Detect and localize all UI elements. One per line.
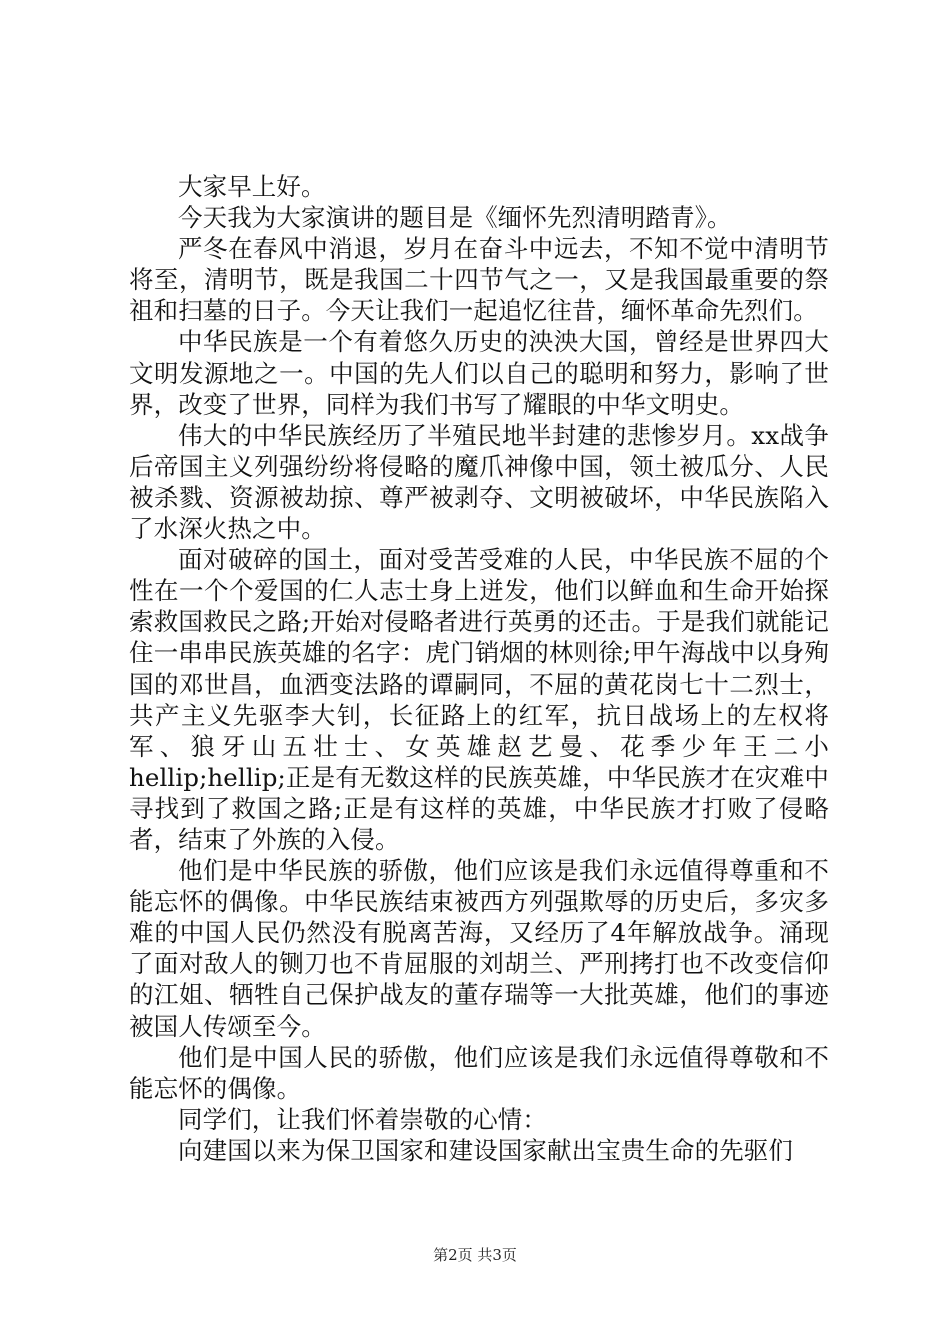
document-body — [129, 171, 829, 1166]
paragraph: 今天我为大家演讲的题目是《缅怀先烈清明踏青》。 — [178, 203, 732, 233]
paragraph: 向建国以来为保卫国家和建设国家献出宝贵生命的先驱们 — [178, 1135, 793, 1165]
paragraph: 同学们，让我们怀着崇敬的心情： — [178, 1104, 547, 1134]
paragraph: 他们是中国人民的骄傲，他们应该是我们永远值得尊敬和不能忘怀的偶像。 — [129, 1042, 829, 1103]
paragraph: 面对破碎的国土，面对受苦受难的人民，中华民族不屈的个性在一个个爱国的仁人志士身上迸发，他们以鲜血和生命开始探索救国救民之路;开始对侵略者进行英勇的还击。于是我们就能记住一串串民族英雄的名字：虎门销烟的林则徐;甲午海战中以身殉国的邓世昌，血洒变法路的谭嗣同，不屈的黄花岗七十二烈士，共产主义先驱李大钊，长征路上的红军，抗日战场上的左权将军、狼牙山五壮士、女英雄赵艺曼、花季少年王二小hellip;hellip;正是有无数这样的民族英雄，中华民族才在灾难中寻找到了救国之路;正是有这样的英雄，中华民族才打败了侵略者，结束了外族的入侵。 — [129, 545, 829, 854]
page-number-footer: 第2页 共3页 — [433, 1246, 517, 1264]
paragraph: 严冬在春风中消退，岁月在奋斗中远去，不知不觉中清明节将至，清明节，既是我国二十四节气之一，又是我国最重要的祭祖和扫墓的日子。今天让我们一起追忆往昔，缅怀革命先烈们。 — [129, 234, 829, 326]
paragraph: 伟大的中华民族经历了半殖民地半封建的悲惨岁月。xx战争后帝国主义列强纷纷将侵略的魔爪神像中国，领土被瓜分、人民被杀戮、资源被劫掠、尊严被剥夺、文明被破坏，中华民族陷入了水深火热之中。 — [129, 420, 829, 544]
paragraph: 大家早上好。 — [178, 172, 326, 201]
paragraph: 中华民族是一个有着悠久历史的泱泱大国，曾经是世界四大文明发源地之一。中国的先人们以自己的聪明和努力，影响了世界，改变了世界，同样为我们书写了耀眼的中华文明史。 — [129, 327, 829, 419]
paragraph: 他们是中华民族的骄傲，他们应该是我们永远值得尊重和不能忘怀的偶像。中华民族结束被西方列强欺辱的历史后，多灾多难的中国人民仍然没有脱离苦海，又经历了4年解放战争。涌现了面对敌人的铡刀也不肯屈服的刘胡兰、严刑拷打也不改变信仰的江姐、牺牲自己保护战友的董存瑞等一大批英雄，他们的事迹被国人传颂至今。 — [129, 856, 829, 1041]
